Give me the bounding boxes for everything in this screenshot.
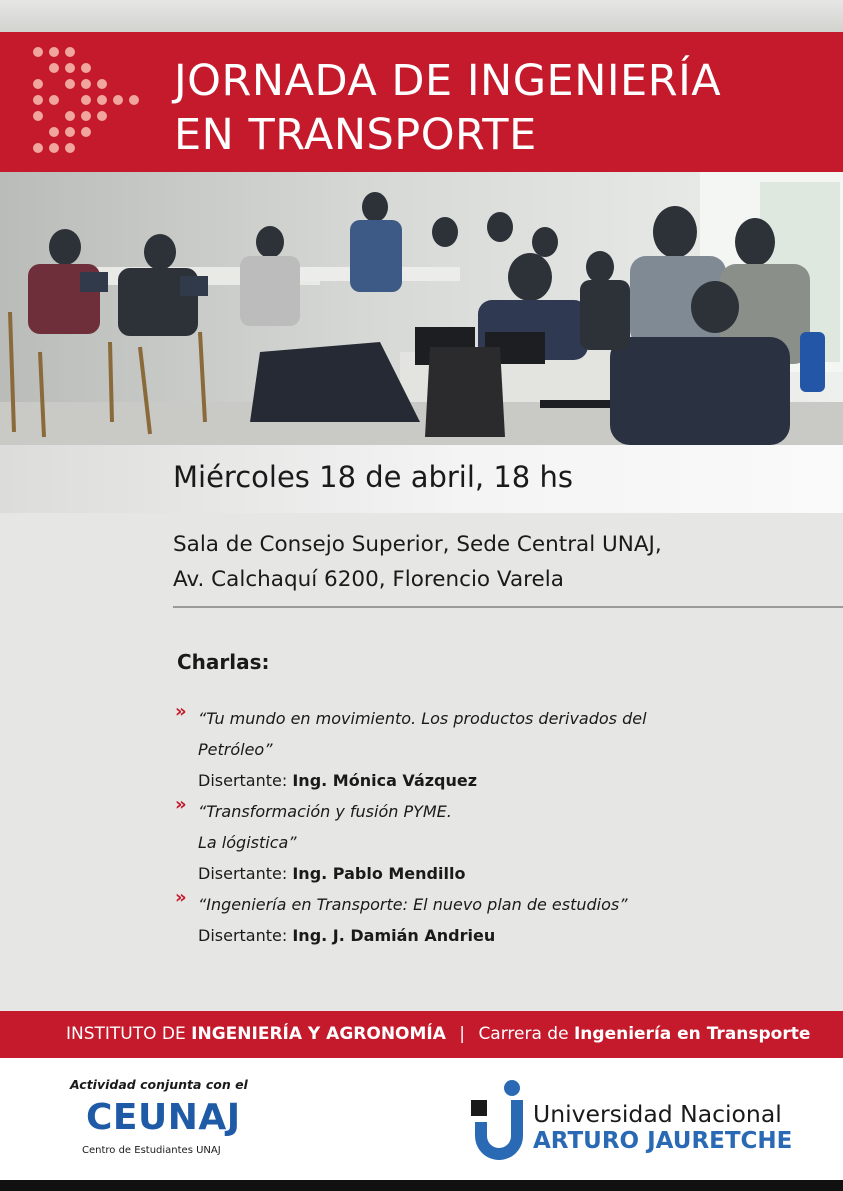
talk-item <box>175 796 775 889</box>
speaker-name: Ing. Pablo Mendillo <box>292 864 466 883</box>
talk-item <box>175 889 775 951</box>
career-prefix: Carrera de <box>478 1024 569 1044</box>
talk-list <box>175 703 775 951</box>
title-line-2: EN TRANSPORTE <box>174 110 537 160</box>
event-date: Miércoles 18 de abril, 18 hs <box>173 460 573 494</box>
talk-item <box>175 703 775 796</box>
talk-title-line-1: “Transformación y fusión PYME. <box>198 802 452 821</box>
university-name-line-1: Universidad Nacional <box>533 1100 782 1128</box>
institute-band <box>0 1011 843 1058</box>
talk-speaker <box>198 920 775 951</box>
talk-title-line-2: La lógistica” <box>198 833 297 852</box>
ceunaj-subtitle: Centro de Estudiantes UNAJ <box>82 1145 221 1156</box>
venue-line-1: Sala de Consejo Superior, Sede Central UNAJ, <box>173 532 662 557</box>
classroom-photo <box>0 172 843 445</box>
chevron-double-right-icon: » <box>175 794 184 815</box>
speaker-prefix: Disertante: <box>198 926 288 945</box>
joint-activity-label: Actividad conjunta con el <box>70 1077 248 1092</box>
institute-text <box>66 1011 810 1058</box>
divider <box>173 606 843 608</box>
venue-line-2: Av. Calchaquí 6200, Florencio Varela <box>173 567 564 592</box>
title-line-1: JORNADA DE INGENIERÍA <box>174 56 722 106</box>
speaker-name: Ing. J. Damián Andrieu <box>292 926 496 945</box>
university-name-line-2: ARTURO JAURETCHE <box>533 1128 793 1154</box>
speaker-prefix: Disertante: <box>198 864 288 883</box>
bottom-bar <box>0 1180 843 1191</box>
talk-speaker <box>198 858 775 889</box>
ceunaj-logo: CEUNAJ <box>86 1097 241 1138</box>
institute-separator: | <box>459 1024 466 1044</box>
top-photo-strip <box>0 0 843 32</box>
charlas-heading: Charlas: <box>177 650 270 674</box>
institute-name: INGENIERÍA Y AGRONOMÍA <box>191 1024 446 1044</box>
unaj-logo-icon <box>471 1080 527 1160</box>
career-name: Ingeniería en Transporte <box>573 1024 811 1044</box>
talk-title-line-1: “Tu mundo en movimiento. Los productos derivados del <box>198 709 647 728</box>
talk-title-line-1: “Ingeniería en Transporte: El nuevo plan de estudios” <box>198 895 628 914</box>
dotted-arrow-logo-icon <box>30 44 142 156</box>
institute-prefix: INSTITUTO DE <box>66 1024 186 1044</box>
chevron-double-right-icon: » <box>175 701 184 722</box>
chevron-double-right-icon: » <box>175 887 184 908</box>
speaker-name: Ing. Mónica Vázquez <box>292 771 478 790</box>
event-venue <box>173 527 662 597</box>
talk-title-line-2: Petróleo” <box>198 740 273 759</box>
speaker-prefix: Disertante: <box>198 771 288 790</box>
talk-speaker <box>198 765 775 796</box>
event-title <box>174 54 721 162</box>
